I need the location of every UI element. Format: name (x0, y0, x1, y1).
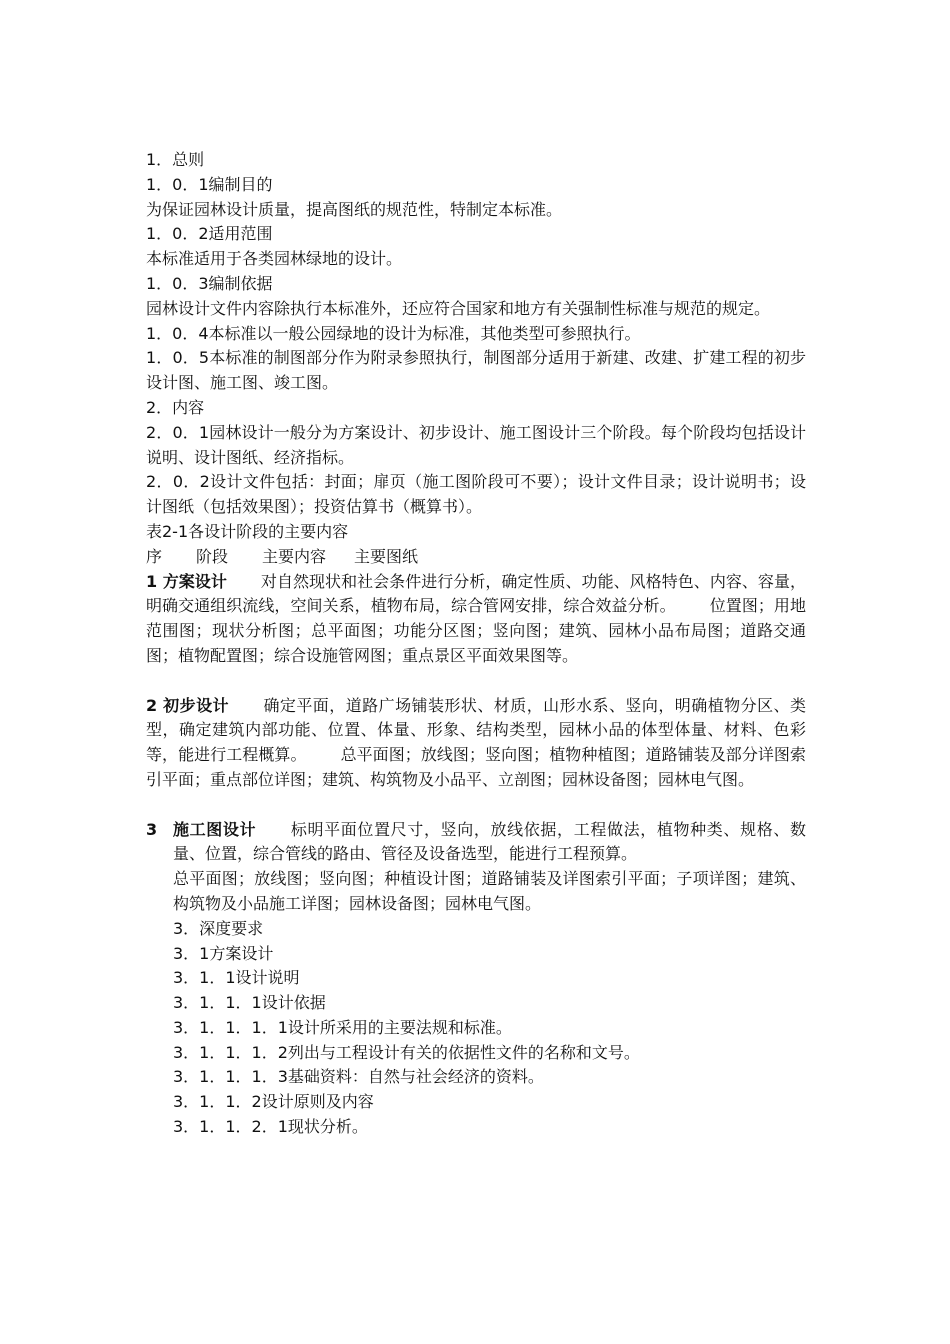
row-main (173, 818, 806, 868)
row-number: 3 (146, 819, 158, 839)
clause-1-0-4: 1．0．4本标准以一般公园绿地的设计为标准，其他类型可参照执行。 (146, 323, 641, 343)
spacer (146, 793, 806, 818)
paragraph: 本标准适用于各类园林绿地的设计。 (146, 249, 403, 269)
clause-1-0-5: 1．0．5本标准的制图部分作为附录参照执行，制图部分适用于新建、改建、扩建工程的初步设计图、施工图、竣工图。 (146, 348, 806, 393)
row-drawings: 总平面图；放线图；竖向图；种植设计图；道路铺装及详图索引平面；子项详图；建筑、构筑物及小品施工详图；园林设备图；园林电气图。 (173, 869, 806, 913)
clause-2-0-2: 2．0．2设计文件包括：封面；扉页（施工图阶段可不要）；设计文件目录；设计说明书；设计图纸（包括效果图）；投资估算书（概算书）。 (146, 472, 806, 517)
table-header (146, 545, 806, 570)
clause-title: 3．1．1．1设计依据 (173, 993, 326, 1013)
clause-title: 3．1．1．2设计原则及内容 (173, 1092, 374, 1112)
row-stage-label: 2 初步设计 (146, 695, 229, 715)
clause-1-0-1-title: 1．0．1编制目的 (146, 174, 273, 194)
row-drawings: 位置图；用地范围图；现状分析图；总平面图；功能分区图；竖向图；建筑、园林小品布局图；道路交通图；植物配置图；综合设施管网图；重点景区平面效果图等。 (146, 596, 806, 665)
row-stage-label: 1 方案设计 (146, 571, 227, 591)
header-cell-content: 主要内容 (262, 546, 327, 566)
table-row (146, 570, 806, 669)
clause-item: 3．1．1．2．1现状分析。 (173, 1117, 368, 1137)
clause-1-0-3-title: 1．0．3编制依据 (146, 273, 273, 293)
clause-1-0-2-title: 1．0．2适用范围 (146, 224, 273, 244)
heading-content: 2．内容 (146, 397, 205, 417)
clause-title: 3．1方案设计 (173, 943, 274, 963)
table-caption: 表2-1各设计阶段的主要内容 (146, 521, 349, 541)
clause-item: 3．1．1．1．3基础资料：自然与社会经济的资料。 (173, 1067, 544, 1087)
clause-item: 3．1．1．1．2列出与工程设计有关的依据性文件的名称和文号。 (173, 1042, 640, 1062)
table-row (146, 694, 806, 793)
paragraph: 园林设计文件内容除执行本标准外，还应符合国家和地方有关强制性标准与规范的规定。 (146, 298, 771, 318)
header-cell-stage: 阶段 (196, 546, 229, 566)
heading-general: 1．总则 (146, 150, 205, 169)
spacer (146, 669, 806, 694)
row-drawings: 总平面图；放线图；竖向图；植物种植图；道路铺装及部分详图索引平面；重点部位详图；建筑、构筑物及小品平、立剖图；园林设备图；园林电气图。 (146, 745, 806, 789)
paragraph: 为保证园林设计质量，提高图纸的规范性，特制定本标准。 (146, 199, 563, 219)
header-cell-no: 序 (146, 546, 163, 566)
row-content: 标明平面位置尺寸，竖向，放线依据，工程做法，植物种类、规格、数量、位置，综合管线的路由、管径及设备选型，能进行工程预算。 (173, 819, 806, 864)
row-content: 对自然现状和社会条件进行分析，确定性质、功能、风格特色、内容、容量，明确交通组织流线，空间关系，植物布局，综合管网安排，综合效益分析。 (146, 571, 806, 616)
header-cell-drawings: 主要图纸 (354, 546, 419, 566)
row-stage-label: 施工图设计 (173, 819, 257, 839)
row-content: 确定平面，道路广场铺装形状、材质，山形水系、竖向，明确植物分区、类型，确定建筑内部功能、位置、体量、形象、结构类型，园林小品的体型体量、材料、色彩等，能进行工程概算。 (146, 695, 806, 765)
clause-item: 3．1．1．1．1设计所采用的主要法规和标准。 (173, 1017, 512, 1037)
table-row (146, 818, 806, 1140)
clause-title: 3．1．1设计说明 (173, 968, 300, 988)
heading-depth: 3．深度要求 (173, 918, 264, 938)
clause-2-0-1: 2．0．1园林设计一般分为方案设计、初步设计、施工图设计三个阶段。每个阶段均包括设计说明、设计图纸、经济指标。 (146, 422, 806, 467)
document-body (146, 148, 806, 1140)
